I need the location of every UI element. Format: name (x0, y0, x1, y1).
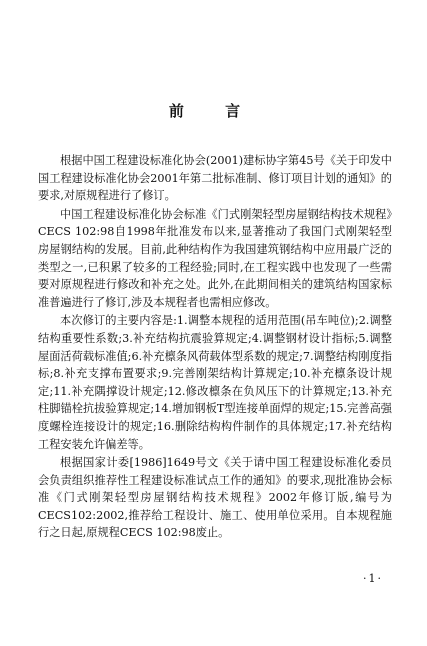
paragraph-main-revisions: 本次修订的主要内容是:1.调整本规程的适用范围(吊车吨位);2.调整结构重要性系数;3.补充结构抗震验算规定;4.调整钢材设计指标;5.调整屋面活荷载标准值;6.补充檩条风荷载体型系数的规定;7.调整结构刚度指标;8.补充支撑布置要求;9.完善刚架结构计算规定;10.补充檩条设计规定;11.补充隅撑设计规定;12.修改檩条在负风压下的计算规定;13.补充柱脚锚栓抗拔验算规定;14.增加钢板T型连接单面焊的规定;15.完善高强度螺栓连接设计的规定;16.删除结构构件制作的具体规定;17.补充结构工程安装允许偏差等。 (38, 314, 392, 451)
paragraph-background: 中国工程建设标准化协会标准《门式刚架轻型房屋钢结构技术规程》CECS 102:98自1998年批准发布以来,显著推动了我国门式刚架轻型房屋钢结构的发展。目前,此种结构作为我国建筑钢结构中应用最广泛的类型之一,已积累了较多的工程经验;同时,在工程实践中也发现了一些需要对原规程进行修改和补充之处。此外,在此期间相关的建筑结构国家标准普遍进行了修订,涉及本规程者也需相应修改。 (38, 207, 392, 309)
preface-body (38, 152, 392, 543)
paragraph-approval: 根据国家计委[1986]1649号文《关于请中国工程建设标准化委员会负责组织推荐性工程建设标准试点工作的通知》的要求,现批准协会标准《门式刚架轻型房屋钢结构技术规程》2002年修订版,编号为CECS102:2002,推荐给工程设计、施工、使用单位采用。自本规程施行之日起,原规程CECS 102:98废止。 (38, 456, 392, 540)
page-title: 前 言 (168, 102, 259, 120)
paragraph-revision-basis: 根据中国工程建设标准化协会(2001)建标协字第45号《关于印发中国工程建设标准化协会2001年第二批标准制、修订项目计划的通知》的要求,对原规程进行了修订。 (38, 154, 392, 203)
page-number: ·1· (363, 572, 383, 585)
